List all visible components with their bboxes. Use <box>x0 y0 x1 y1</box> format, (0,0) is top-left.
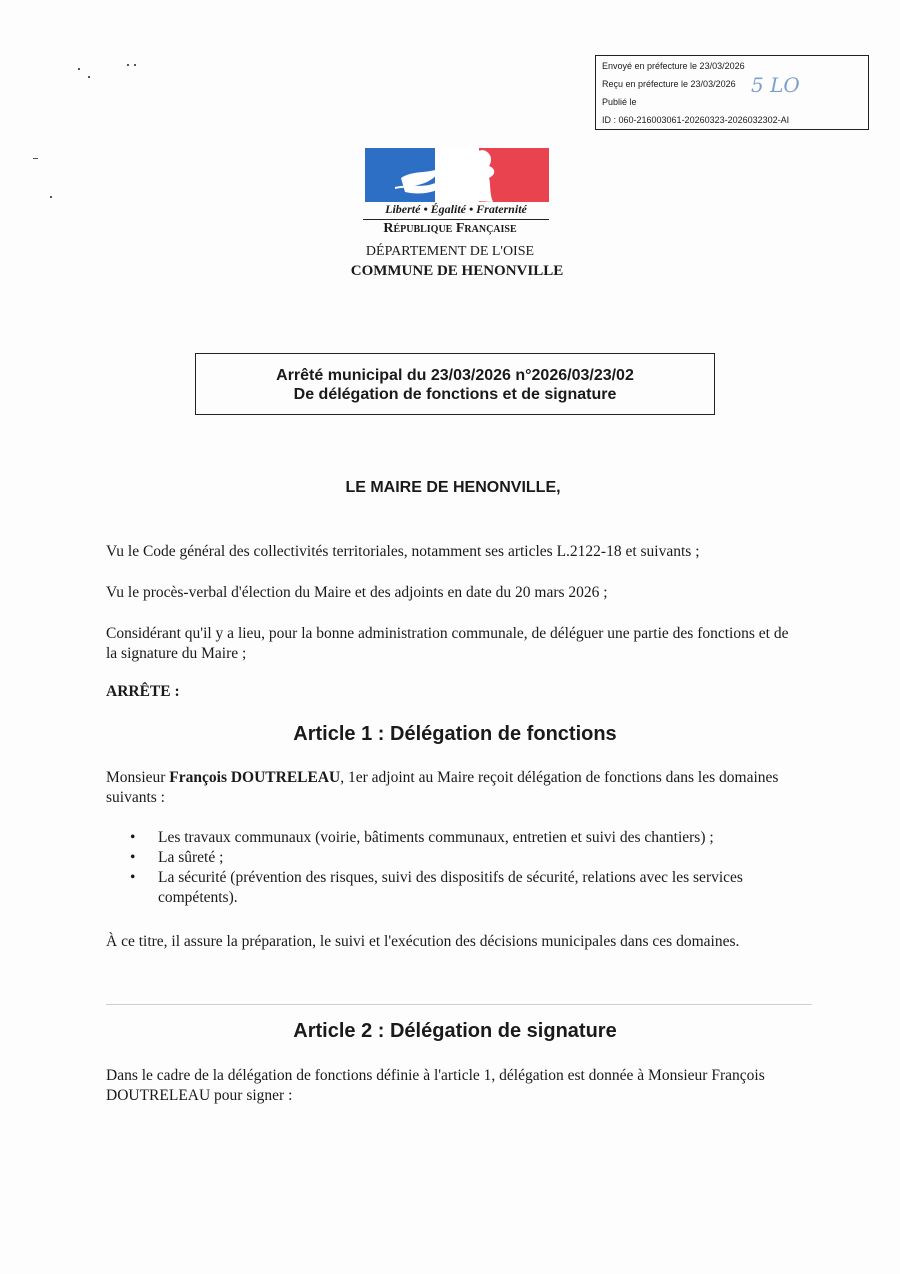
article-1-intro <box>106 768 796 808</box>
handwritten-annotation: 5 LO <box>751 73 800 97</box>
republic-name: République Française <box>383 221 517 236</box>
intro-suffix: , 1er adjoint au Maire reçoit délégation de fonctions dans les domaines suivants : <box>106 769 779 806</box>
decree-title-box <box>195 353 715 415</box>
article-2-text: Dans le cadre de la délégation de fonctions définie à l'article 1, délégation est donnée à Monsieur François DOUTRELEAU pour signer : <box>106 1067 765 1104</box>
motto: Liberté • Égalité • Fraternité <box>385 202 527 216</box>
prefecture-id: ID : 060-216003061-20260323-2026032302-AI <box>602 115 790 125</box>
decree-title: Arrêté municipal du 23/03/2026 n°2026/03/23/02 <box>276 367 634 384</box>
delegation-domains-list <box>130 828 810 908</box>
motto-divider <box>363 219 549 220</box>
list-item: • La sécurité (prévention des risques, suivi des dispositifs de sécurité, relations avec les services compétents). <box>130 868 810 908</box>
intro-prefix: Monsieur <box>106 769 170 786</box>
scan-speck <box>78 68 80 70</box>
article-1-title: Article 1 : Délégation de fonctions <box>293 723 617 745</box>
scan-speck <box>33 158 38 159</box>
preamble-code: Vu le Code général des collectivités territoriales, notamment ses articles L.2122-18 et suivants ; <box>106 543 700 560</box>
mayor-heading: LE MAIRE DE HENONVILLE, <box>345 479 561 496</box>
arrete-label: ARRÊTE : <box>106 683 180 700</box>
decree-subtitle: De délégation de fonctions et de signature <box>293 386 617 403</box>
scan-speck <box>134 64 136 66</box>
preamble-considering: Considérant qu'il y a lieu, pour la bonne administration communale, de déléguer une partie des fonctions et de la signature du Maire ; <box>106 625 789 662</box>
prefecture-published: Publié le <box>602 97 637 107</box>
list-item: • La sûreté ; <box>130 848 810 868</box>
marianne-logo <box>365 148 549 202</box>
list-item: • Les travaux communaux (voirie, bâtiments communaux, entretien et suivi des chantiers) ; <box>130 828 810 848</box>
deputy-name: François DOUTRELEAU <box>169 769 341 786</box>
article-2-title: Article 2 : Délégation de signature <box>293 1020 617 1042</box>
scan-speck <box>88 76 90 78</box>
prefecture-sent: Envoyé en préfecture le 23/03/2026 <box>602 61 745 71</box>
scan-speck <box>50 196 52 198</box>
separator <box>106 1004 812 1005</box>
article-1-closing: À ce titre, il assure la préparation, le suivi et l'exécution des décisions municipales dans ces domaines. <box>106 933 740 950</box>
department-name: DÉPARTEMENT DE L'OISE <box>365 244 535 259</box>
commune-name: COMMUNE DE HENONVILLE <box>350 263 564 279</box>
preamble-election: Vu le procès-verbal d'élection du Maire et des adjoints en date du 20 mars 2026 ; <box>106 584 608 601</box>
prefecture-received: Reçu en préfecture le 23/03/2026 <box>602 79 736 89</box>
prefecture-stamp <box>595 55 869 130</box>
scan-speck <box>127 64 129 66</box>
